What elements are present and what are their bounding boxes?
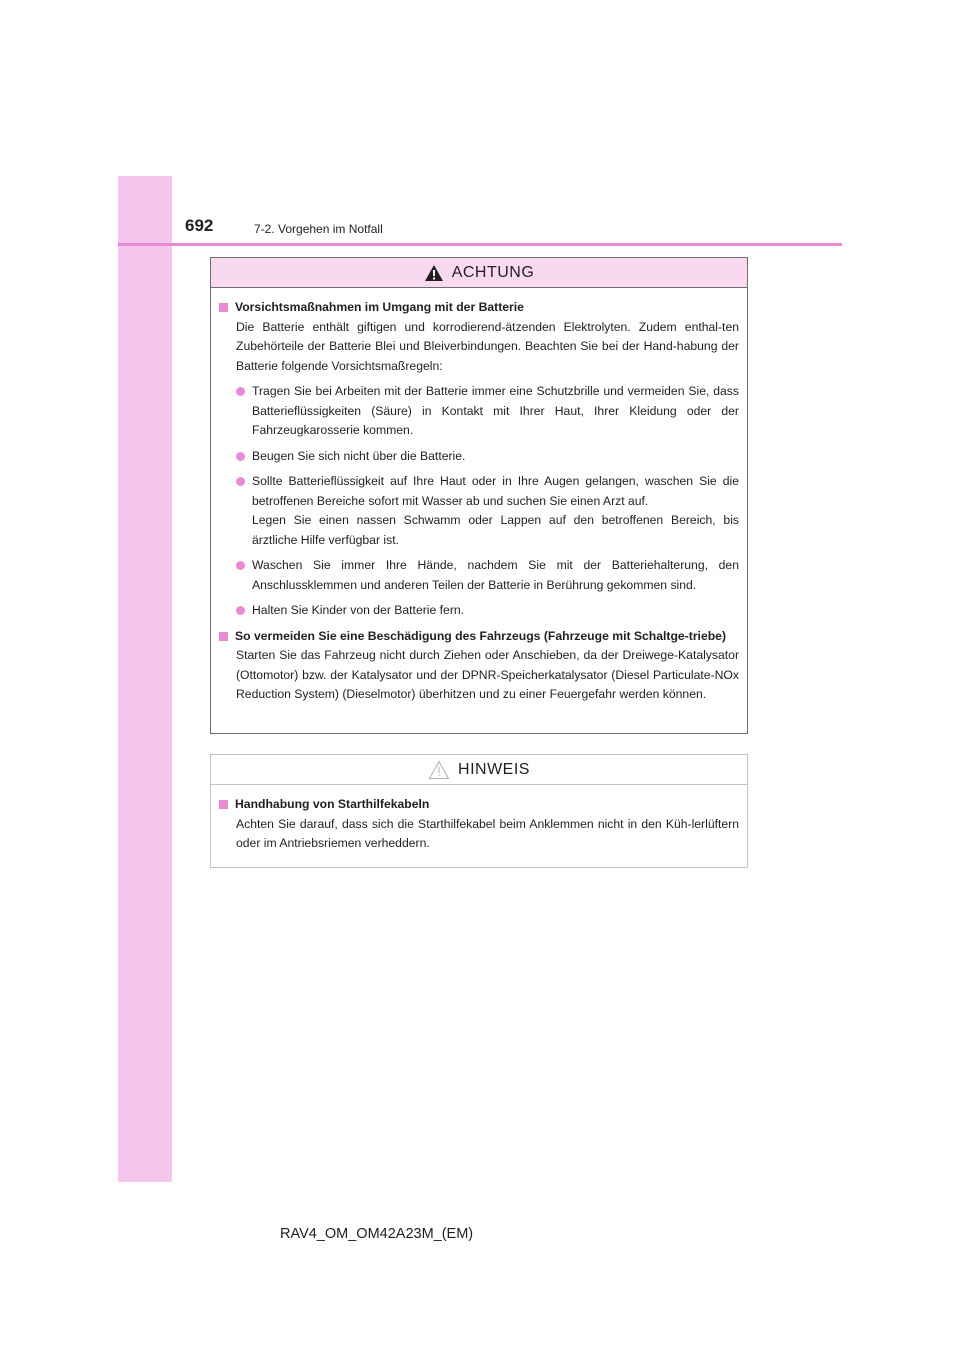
caution-title: ACHTUNG [451, 263, 535, 281]
document-code: RAV4_OM_OM42A23M_(EM) [280, 1226, 474, 1242]
list-item-text-extra: Legen Sie einen nassen Schwamm oder Lappen auf den betroffenen Bereich, bis ärztliche Hilfe verfügbar ist. [252, 513, 739, 547]
round-bullet-icon [236, 477, 245, 486]
list-item [236, 601, 739, 621]
caution-outline-triangle-icon [428, 760, 450, 780]
intro-paragraph: Die Batterie enthält giftigen und korrodierend-ätzenden Elektrolyten. Zudem enthal-ten Zubehörteile der Batterie Blei und Bleiverbindungen. Beachten Sie bei der Hand-habung der Batterie folgende Vorsichtsmaßregeln: [236, 319, 739, 373]
caution-box-header [211, 258, 747, 288]
section-heading [219, 298, 739, 318]
caution-box-body [211, 288, 747, 705]
round-bullet-icon [236, 561, 245, 570]
list-item [236, 382, 739, 441]
body-paragraph: Achten Sie darauf, dass sich die Starthilfekabel beim Anklemmen nicht in den Küh-lerlüftern oder im Antriebsriemen verheddern. [236, 816, 739, 850]
list-item [236, 472, 739, 550]
caution-box [210, 257, 748, 734]
note-box-header [211, 755, 747, 785]
list-item [236, 556, 739, 595]
section-heading [219, 795, 739, 815]
heading-text: So vermeiden Sie eine Beschädigung des Fahrzeugs (Fahrzeuge mit Schaltge-triebe) [235, 628, 727, 643]
note-title: HINWEIS [458, 760, 530, 778]
list-item-text [252, 472, 739, 550]
heading-text: Vorsichtsmaßnahmen im Umgang mit der Batterie [235, 300, 524, 314]
body-paragraph: Starten Sie das Fahrzeug nicht durch Ziehen oder Anschieben, da der Dreiwege-Katalysator (Ottomotor) bzw. der Katalysator und der DPNR-Speicherkatalysator (Diesel Particulate-NOx Reduction System) (Dieselmotor) überhitzen und zu einer Feuergefahr werden können. [236, 648, 739, 701]
round-bullet-icon [236, 452, 245, 461]
section-heading [219, 627, 739, 647]
list-item-text: Tragen Sie bei Arbeiten mit der Batterie immer eine Schutzbrille und vermeiden Sie, dass Batterieflüssigkeiten (Säure) in Kontakt mit Ihrer Haut, Ihrer Kleidung oder der Fahrzeugkarosserie kommen. [252, 384, 739, 437]
list-item-text: Waschen Sie immer Ihre Hände, nachdem Sie mit der Batteriehalterung, den Anschlussklemmen und anderen Teilen der Batterie in Berührung gekommen sind. [252, 558, 739, 592]
section-title: 7-2. Vorgehen im Notfall [254, 222, 383, 236]
note-box-body [211, 785, 747, 854]
heading-text: Handhabung von Starthilfekabeln [235, 797, 430, 811]
page-number: 692 [185, 216, 214, 235]
square-bullet-icon [219, 632, 228, 641]
list-item [236, 447, 739, 467]
round-bullet-icon [236, 606, 245, 615]
list-item-text-part: Sollte Batterieflüssigkeit auf Ihre Haut oder in Ihre Augen gelangen, waschen Sie die betroffenen Bereiche sofort mit Wasser ab und suchen Sie einen Arzt auf. [252, 474, 739, 508]
note-box [210, 754, 748, 868]
square-bullet-icon [219, 800, 228, 809]
round-bullet-icon [236, 387, 245, 396]
warning-triangle-icon [424, 264, 444, 282]
header-rule [118, 243, 842, 246]
list-item-text: Halten Sie Kinder von der Batterie fern. [252, 603, 465, 617]
square-bullet-icon [219, 303, 228, 312]
side-tab-strip [118, 176, 172, 1182]
list-item-text: Beugen Sie sich nicht über die Batterie. [252, 448, 466, 463]
